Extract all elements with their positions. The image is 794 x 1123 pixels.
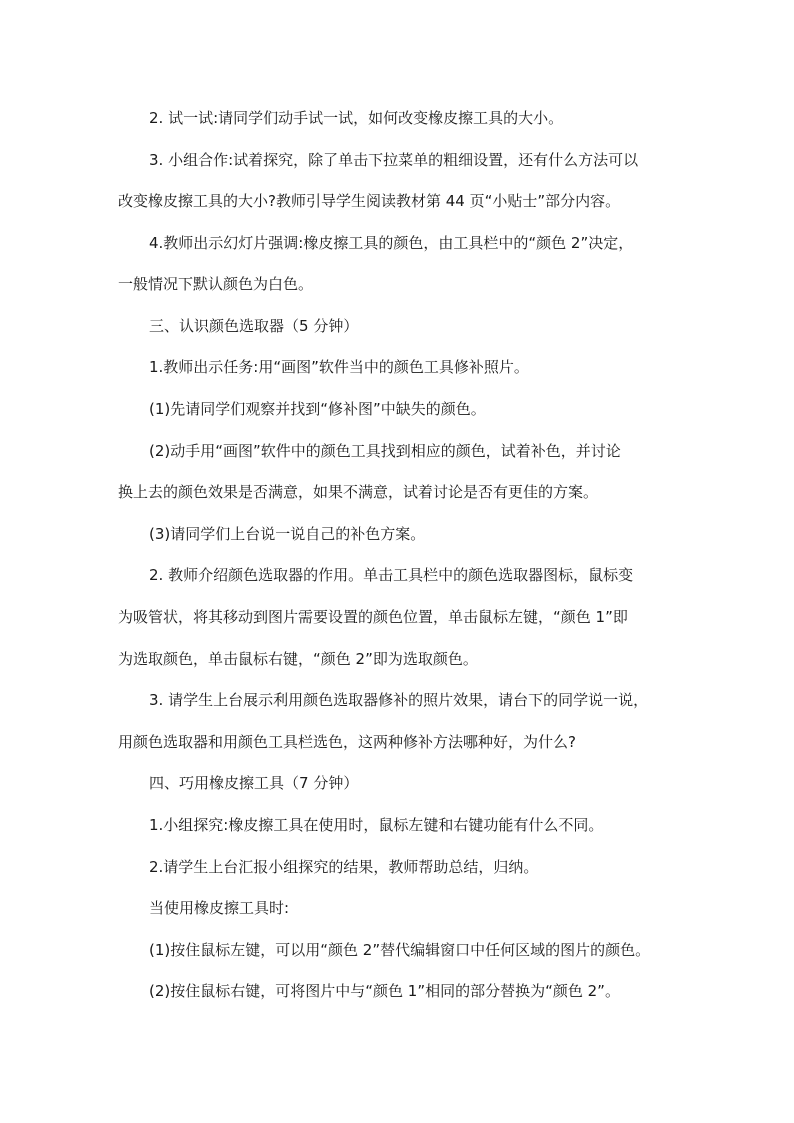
- paragraph-line: 为吸管状，将其移动到图片需要设置的颜色位置，单击鼠标左键，“颜色 1”即: [118, 608, 628, 626]
- paragraph-line: (3)请同学们上台说一说自己的补色方案。: [149, 525, 426, 543]
- paragraph-line: 2.请学生上台汇报小组探究的结果，教师帮助总结，归纳。: [149, 858, 539, 876]
- paragraph-line: (2)按住鼠标右键，可将图片中与“颜色 1”相同的部分替换为“颜色 2”。: [149, 982, 620, 1000]
- paragraph-line: 3. 请学生上台展示利用颜色选取器修补的照片效果，请台下的同学说一说，: [149, 691, 649, 709]
- paragraph-line: 一般情况下默认颜色为白色。: [118, 275, 314, 293]
- paragraph-line: 换上去的颜色效果是否满意，如果不满意，试着讨论是否有更佳的方案。: [118, 483, 599, 501]
- paragraph-line: 4.教师出示幻灯片强调:橡皮擦工具的颜色，由工具栏中的“颜色 2”决定，: [149, 234, 634, 252]
- paragraph-line: 2. 教师介绍颜色选取器的作用。单击工具栏中的颜色选取器图标，鼠标变: [149, 566, 634, 584]
- paragraph-line: 当使用橡皮擦工具时:: [149, 899, 290, 917]
- paragraph-line: 用颜色选取器和用颜色工具栏选色，这两种修补方法哪种好，为什么?: [118, 733, 576, 751]
- section-heading: 四、巧用橡皮擦工具（7 分钟）: [149, 774, 359, 792]
- paragraph-line: (1)按住鼠标左键，可以用“颜色 2”替代编辑窗口中任何区域的图片的颜色。: [149, 941, 651, 959]
- paragraph-line: 2. 试一试:请同学们动手试一试，如何改变橡皮擦工具的大小。: [149, 109, 564, 127]
- paragraph-line: (1)先请同学们观察并找到“修补图”中缺失的颜色。: [149, 400, 486, 418]
- section-heading: 三、认识颜色选取器（5 分钟）: [149, 317, 359, 335]
- paragraph-line: 为选取颜色，单击鼠标右键，“颜色 2”即为选取颜色。: [118, 650, 478, 668]
- paragraph-line: 3. 小组合作:试着探究，除了单击下拉菜单的粗细设置，还有什么方法可以: [149, 151, 639, 169]
- paragraph-line: 1.教师出示任务:用“画图”软件当中的颜色工具修补照片。: [149, 358, 529, 376]
- paragraph-line: 1.小组探究:橡皮擦工具在使用时，鼠标左键和右键功能有什么不同。: [149, 816, 604, 834]
- paragraph-line: 改变橡皮擦工具的大小?教师引导学生阅读教材第 44 页“小贴士”部分内容。: [118, 192, 621, 210]
- paragraph-line: (2)动手用“画图”软件中的颜色工具找到相应的颜色，试着补色，并讨论: [149, 442, 621, 460]
